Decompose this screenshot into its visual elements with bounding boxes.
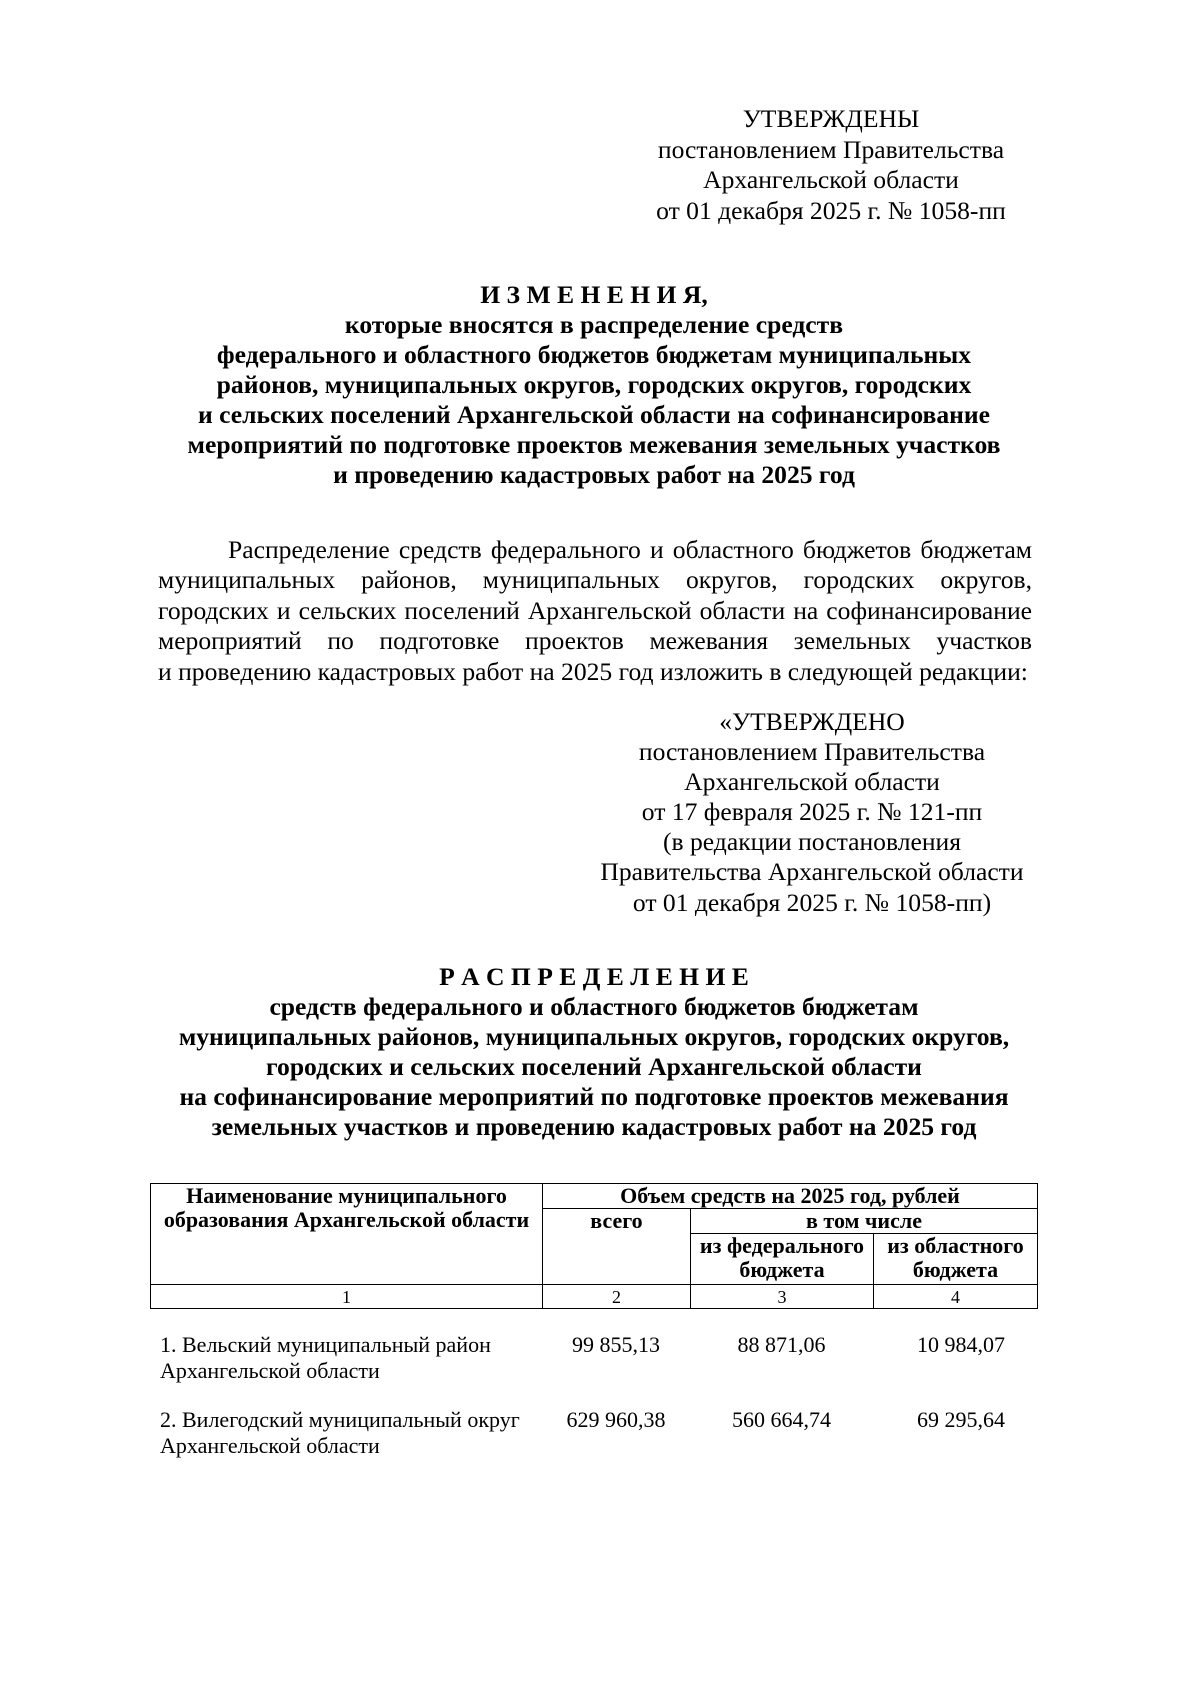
approval-quoted-revision-issuer: Правительства Архангельской области [600, 857, 1024, 887]
approval-quoted-region: Архангельской области [684, 767, 940, 797]
header-municipality-line: Наименование муниципального [186, 1183, 507, 1208]
distribution-heading: Р А С П Р Е Д Е Л Е Н И Е [439, 962, 749, 991]
approval-quoted-date-number: от 17 февраля 2025 г. № 121-пп [641, 797, 983, 827]
changes-title-line: и проведению кадастровых работ на 2025 год [333, 460, 855, 489]
column-number-2: 2 [543, 1285, 691, 1309]
distribution-table [150, 1183, 1037, 1459]
approval-top-status: УТВЕРЖДЕНЫ [742, 104, 920, 133]
header-including: в том числе [691, 1209, 1038, 1234]
approval-top-issuer: постановлением Правительства [657, 134, 1005, 164]
approval-quoted-revision-date: от 01 декабря 2025 г. № 1058-пп) [632, 887, 992, 917]
intro-paragraph-line: и проведению кадастровых работ на 2025 год изложить в следующей редакции: [158, 656, 1028, 686]
distribution-title-line: на софинансирование мероприятий по подготовке проектов межевания [179, 1082, 1009, 1111]
changes-title [100, 280, 1088, 490]
header-municipality [151, 1184, 543, 1285]
regional-amount: 10 984,07 [917, 1332, 1005, 1357]
federal-amount: 560 664,74 [732, 1407, 831, 1432]
table-row [150, 1384, 1037, 1459]
header-total: всего [543, 1209, 691, 1285]
column-number-row [151, 1285, 1038, 1309]
approval-quoted-issuer: постановлением Правительства [638, 737, 986, 767]
distribution-table-header [150, 1183, 1038, 1309]
table-row [150, 1309, 1037, 1384]
total-amount: 99 855,13 [572, 1332, 660, 1357]
changes-title-line: которые вносятся в распределение средств [344, 310, 844, 339]
distribution-title-line: земельных участков и проведению кадастровых работ на 2025 год [211, 1112, 977, 1141]
changes-title-line: и сельских поселений Архангельской области на софинансирование [197, 400, 991, 429]
column-number-1: 1 [151, 1285, 543, 1309]
municipality-name: 2. Вилегодский муниципальный округ Архангельской области [160, 1407, 520, 1458]
approval-top-date-number: от 01 декабря 2025 г. № 1058-пп [656, 195, 1006, 225]
distribution-title [100, 962, 1088, 1142]
approval-stamp-top [620, 104, 1042, 226]
distribution-title-line: средств федерального и областного бюджетов бюджетам [269, 992, 919, 1021]
header-municipality-line: образования Архангельской области [163, 1207, 530, 1232]
intro-paragraph-line: мероприятий по подготовке проектов межевания земельных участков [158, 626, 1032, 656]
header-row [151, 1184, 1038, 1209]
distribution-table-body [150, 1309, 1037, 1459]
approval-quoted-revision: (в редакции постановления [662, 827, 961, 857]
intro-paragraph-line: Распределение средств федерального и областного бюджетов бюджетам [228, 535, 1032, 564]
federal-amount: 88 871,06 [737, 1332, 826, 1357]
approval-quoted-status: «УТВЕРЖДЕНО [719, 707, 905, 736]
header-regional: из областного бюджета [874, 1234, 1038, 1285]
header-federal: из федерального бюджета [691, 1234, 874, 1285]
intro-paragraph-line: муниципальных районов, муниципальных округов, городских округов, [158, 565, 1032, 595]
changes-title-line: районов, муниципальных округов, городских округов, городских [216, 370, 972, 399]
distribution-title-line: городских и сельских поселений Архангельской области [266, 1052, 922, 1081]
intro-paragraph-line: городских и сельских поселений Архангельской области на софинансирование [158, 595, 1032, 625]
header-amount-group: Объем средств на 2025 год, рублей [543, 1184, 1038, 1209]
approval-stamp-quoted [592, 707, 1032, 918]
intro-paragraph [158, 535, 1032, 687]
column-number-3: 3 [691, 1285, 874, 1309]
regional-amount: 69 295,64 [917, 1407, 1005, 1432]
distribution-title-line: муниципальных районов, муниципальных округов, городских округов, [178, 1022, 1010, 1051]
changes-title-line: мероприятий по подготовке проектов межевания земельных участков [187, 430, 1001, 459]
changes-title-line: федерального и областного бюджетов бюджетам муниципальных [216, 340, 972, 369]
total-amount: 629 960,38 [566, 1407, 666, 1432]
approval-top-region: Архангельской области [703, 165, 959, 194]
column-number-4: 4 [874, 1285, 1038, 1309]
municipality-name: 1. Вельский муниципальный район Архангельской области [160, 1332, 491, 1383]
changes-heading: И З М Е Н Е Н И Я, [480, 280, 708, 309]
